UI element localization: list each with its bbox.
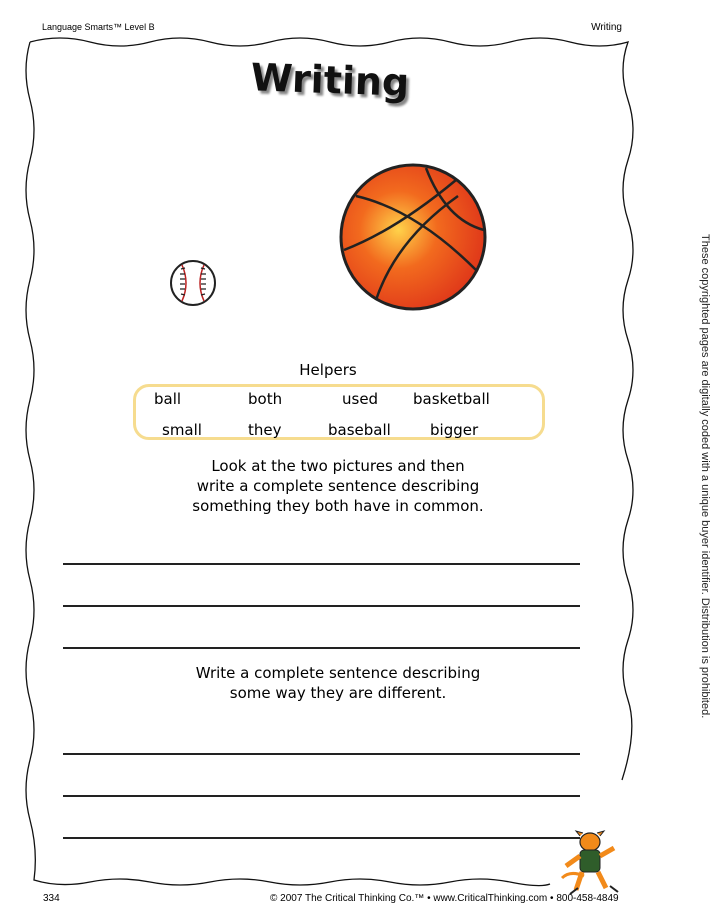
helper-word: small	[162, 421, 202, 439]
answer-line[interactable]	[63, 837, 580, 839]
helper-word: both	[248, 390, 283, 408]
prompt-different	[150, 663, 526, 703]
footer-copyright: © 2007 The Critical Thinking Co.™ • www.CriticalThinking.com • 800-458-4849	[270, 893, 619, 904]
helper-word: they	[248, 421, 282, 439]
answer-line[interactable]	[63, 563, 580, 565]
helper-word: used	[342, 390, 379, 408]
copyright-notice: These copyrighted pages are digitally coded with a unique buyer identifier. Distribution is prohibited.	[699, 234, 711, 719]
answer-line[interactable]	[63, 605, 580, 607]
helper-word: ball	[154, 390, 182, 408]
prompt-line: some way they are different.	[229, 684, 447, 702]
prompt-line: Write a complete sentence describing	[195, 664, 481, 682]
header-series: Language Smarts™ Level B	[42, 22, 155, 32]
prompt-line: something they both have in common.	[192, 497, 484, 515]
answer-line[interactable]	[63, 647, 580, 649]
page-number: 334	[43, 893, 60, 904]
answer-line[interactable]	[63, 753, 580, 755]
answer-line[interactable]	[63, 795, 580, 797]
prompt-line: Look at the two pictures and then	[211, 457, 465, 475]
page-title: Writing	[250, 55, 410, 105]
helpers-title: Helpers	[299, 361, 357, 379]
tiger-mascot-icon	[550, 830, 632, 896]
prompt-common	[150, 456, 526, 516]
prompt-line: write a complete sentence describing	[196, 477, 480, 495]
baseball-icon	[168, 258, 218, 308]
helper-word: baseball	[328, 421, 391, 439]
helper-word: bigger	[430, 421, 479, 439]
basketball-icon	[336, 160, 490, 314]
helper-word: basketball	[413, 390, 490, 408]
header-section: Writing	[591, 22, 622, 33]
